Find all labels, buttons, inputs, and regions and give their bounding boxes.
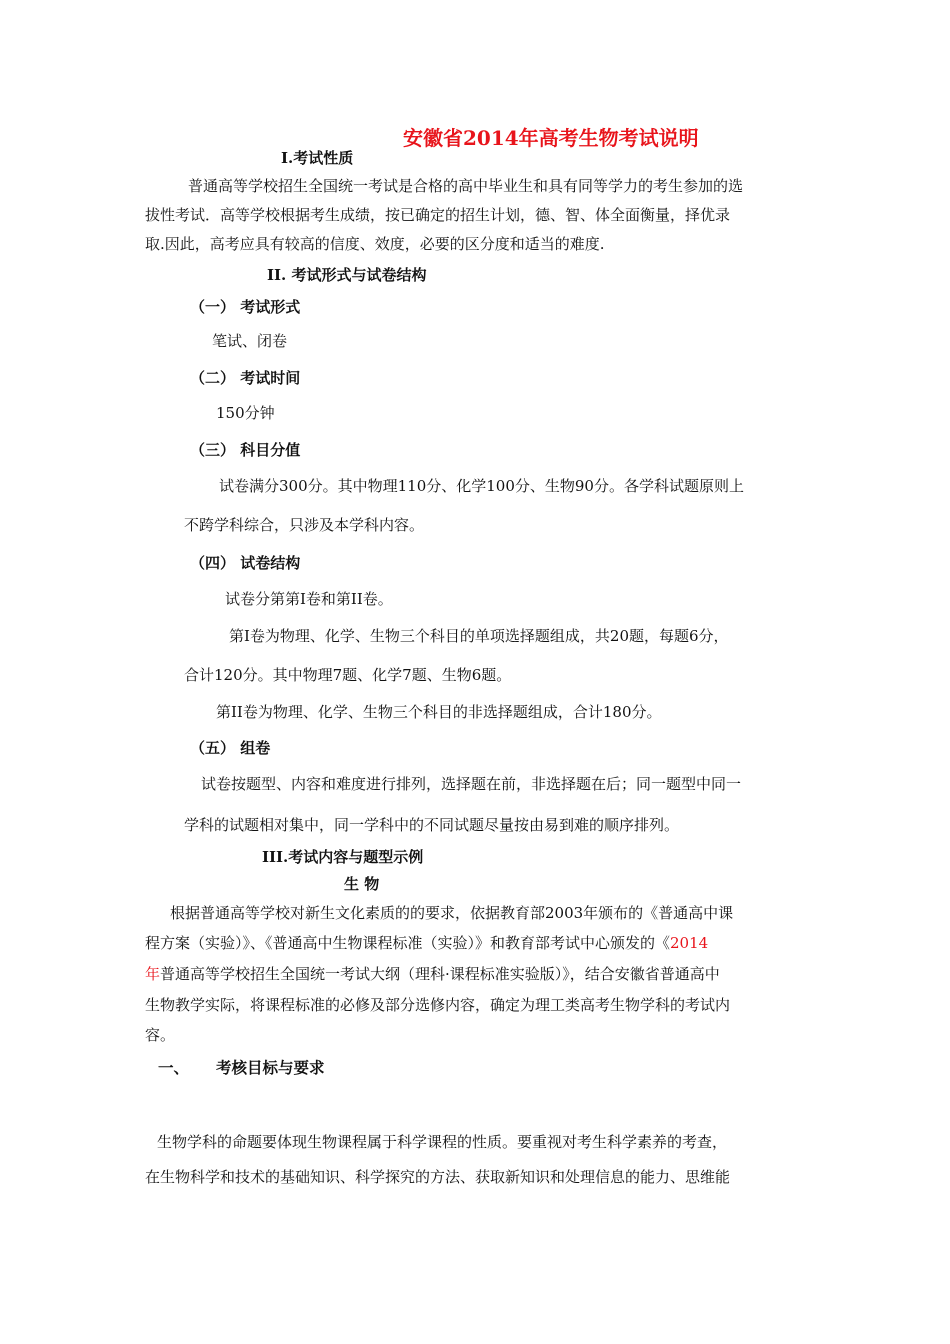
paragraph-line — [145, 933, 708, 953]
paragraph-line: 第II卷为物理、化学、生物三个科目的非选择题组成，合计180分。 — [216, 703, 662, 721]
subsection-heading-assembly: （五） 组卷 — [190, 739, 271, 757]
section-heading-content: III.考试内容与题型示例 — [262, 848, 424, 866]
paragraph-line: 试卷满分300分。其中物理110分、化学100分、生物90分。各学科试题原则上 — [219, 477, 744, 495]
paragraph-line: 试卷按题型、内容和难度进行排列，选择题在前，非选择题在后；同一题型中同一 — [201, 775, 742, 793]
document-title: 安徽省2014年高考生物考试说明 — [403, 126, 699, 150]
paragraph-line: 试卷分第第I卷和第II卷。 — [225, 590, 393, 608]
paragraph-line: 容。 — [145, 1026, 176, 1044]
subsection-text-time: 150分钟 — [216, 404, 275, 422]
paragraph-text: 程方案（实验）》、《普通高中生物课程标准（实验）》和教育部考试中心颁发的《 — [145, 934, 671, 952]
section-heading-goals: 考核目标与要求 — [216, 1058, 325, 1077]
paragraph-line: 第I卷为物理、化学、生物三个科目的单项选择题组成，共20题，每题6分， — [229, 627, 729, 645]
subsection-heading-score: （三） 科目分值 — [190, 441, 301, 459]
paragraph-line: 在生物科学和技术的基础知识、科学探究的方法、获取新知识和处理信息的能力、思维能 — [145, 1168, 731, 1186]
paragraph-line: 合计120分。其中物理7题、化学7题、生物6题。 — [184, 666, 512, 684]
subsection-heading-structure: （四） 试卷结构 — [190, 554, 301, 572]
paragraph-line: 根据普通高等学校对新生文化素质的的要求，依据教育部2003年颁布的《普通高中课 — [170, 904, 734, 922]
section-number: 一、 — [158, 1058, 190, 1077]
paragraph-line — [145, 964, 720, 984]
paragraph-line: 生物教学实际，将课程标准的必修及部分选修内容，确定为理工类高考生物学科的考试内 — [145, 996, 731, 1014]
paragraph-line: 拔性考试．高等学校根据考生成绩，按已确定的招生计划，德、智、体全面衡量，择优录 — [145, 206, 731, 224]
section-heading-format: II. 考试形式与试卷结构 — [267, 266, 427, 284]
paragraph-line: 学科的试题相对集中，同一学科中的不同试题尽量按由易到难的顺序排列。 — [184, 816, 680, 834]
subject-heading: 生 物 — [344, 875, 380, 893]
subsection-heading-form: （一） 考试形式 — [190, 298, 301, 316]
paragraph-line: 普通高等学校招生全国统一考试是合格的高中毕业生和具有同等学力的考生参加的选 — [188, 177, 744, 195]
highlighted-year-suffix: 年 — [145, 965, 161, 983]
subsection-heading-time: （二） 考试时间 — [190, 369, 301, 387]
subsection-text-form: 笔试、闭卷 — [212, 332, 288, 350]
highlighted-year: 2014 — [670, 934, 709, 952]
paragraph-line: 生物学科的命题要体现生物课程属于科学课程的性质。要重视对考生科学素养的考查， — [157, 1133, 728, 1151]
section-heading-nature: I.考试性质 — [281, 149, 354, 167]
paragraph-line: 不跨学科综合，只涉及本学科内容。 — [184, 516, 425, 534]
paragraph-text: 普通高等学校招生全国统一考试大纲（理科·课程标准实验版）》，结合安徽省普通高中 — [160, 965, 720, 983]
paragraph-line: 取.因此，高考应具有较高的信度、效度，必要的区分度和适当的难度. — [145, 235, 605, 253]
